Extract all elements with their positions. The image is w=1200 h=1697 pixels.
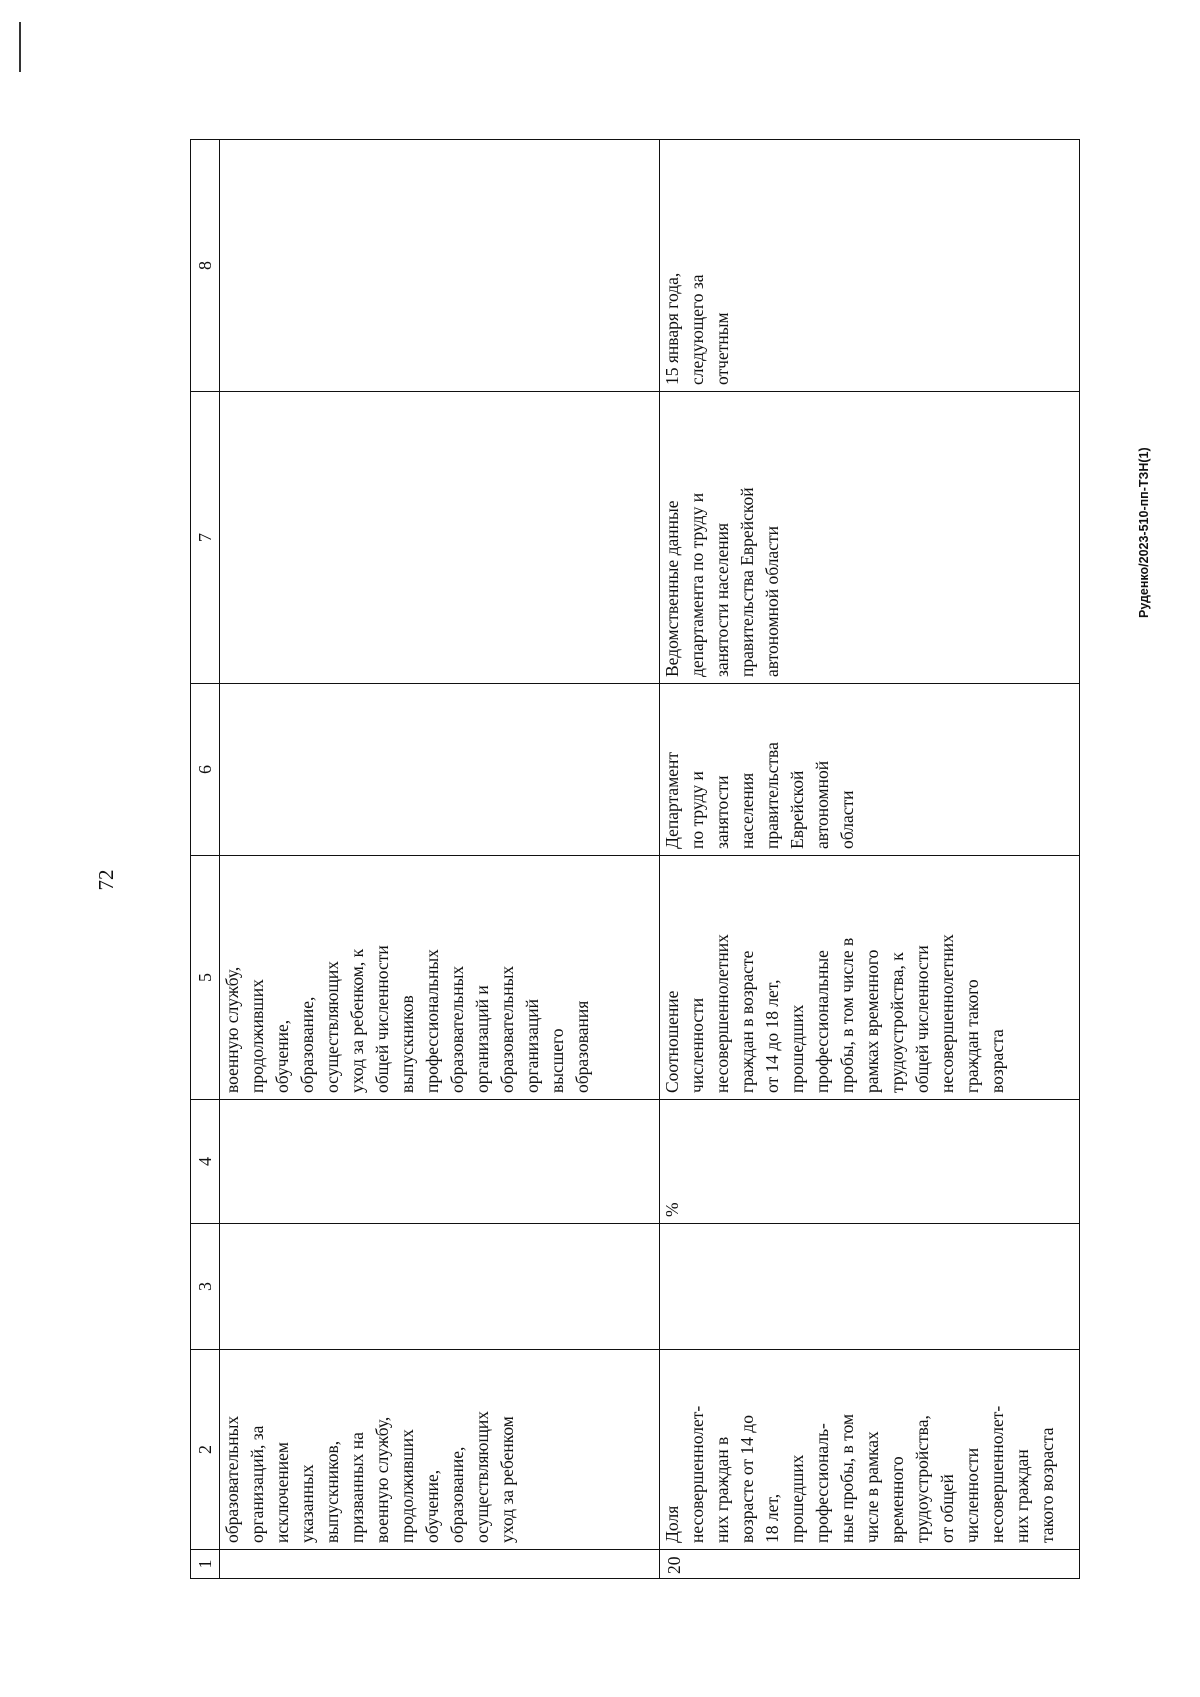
cell-text: 20 bbox=[664, 1556, 684, 1574]
cell-responsible bbox=[220, 684, 660, 856]
cell-text: военную службу, продолживших обучение, образование, осуществляющих уход за ребенком, к общей численности выпускников профессиональных образовательных организаций и образовательных организаций высшего образования bbox=[222, 945, 592, 1093]
cell-number bbox=[220, 1550, 660, 1579]
document-code: Руденко/2023-510-пп-ТЗН(1) bbox=[1137, 447, 1151, 618]
cell-responsible bbox=[660, 684, 1080, 856]
cell-deadline bbox=[220, 140, 660, 392]
header-col-3: 3 bbox=[191, 1224, 220, 1350]
table-row bbox=[220, 140, 660, 1579]
cell-number bbox=[660, 1550, 1080, 1579]
table-row bbox=[660, 140, 1080, 1579]
page-number: 72 bbox=[93, 869, 118, 891]
cell-method bbox=[660, 856, 1080, 1100]
header-col-5: 5 bbox=[191, 856, 220, 1100]
cell-method bbox=[220, 856, 660, 1100]
cell-col-3 bbox=[660, 1224, 1080, 1350]
header-col-8: 8 bbox=[191, 140, 220, 392]
cell-text: Доля несовершеннолет- них граждан в возрасте от 14 до 18 лет, прошедших профессиональ- ные пробы, в том числе в рамках временного трудоустройства, от общей численности несовершеннолет- них граждан такого возраста bbox=[662, 1405, 1057, 1543]
cell-text: Соотношение численности несовершеннолетних граждан в возрасте от 14 до 18 лет, прошедших профессиональные пробы, в том числе в рамках временного трудоустройства, к общей численности несовершеннолетних граждан такого возраста bbox=[662, 934, 1007, 1093]
cell-source bbox=[220, 392, 660, 684]
indicator-table-rotated bbox=[190, 140, 1080, 1579]
header-col-7: 7 bbox=[191, 392, 220, 684]
margin-rule bbox=[19, 22, 21, 72]
cell-deadline bbox=[660, 140, 1080, 392]
header-col-4: 4 bbox=[191, 1100, 220, 1224]
cell-indicator bbox=[220, 1350, 660, 1550]
cell-text: 15 января года, следующего за отчетным bbox=[662, 272, 732, 385]
header-col-1: 1 bbox=[191, 1550, 220, 1579]
cell-text: Ведомственные данные департамента по труду и занятости населения правительства Еврейской автономной области bbox=[662, 487, 782, 677]
cell-source bbox=[660, 392, 1080, 684]
cell-indicator bbox=[660, 1350, 1080, 1550]
cell-text: Департамент по труду и занятости населения правительства Еврейской автономной области bbox=[662, 742, 857, 849]
cell-text: % bbox=[662, 1202, 682, 1217]
cell-col-3 bbox=[220, 1224, 660, 1350]
cell-unit bbox=[660, 1100, 1080, 1224]
header-col-2: 2 bbox=[191, 1350, 220, 1550]
header-col-6: 6 bbox=[191, 684, 220, 856]
header-row bbox=[191, 140, 220, 1579]
indicator-table bbox=[190, 139, 1080, 1579]
cell-unit bbox=[220, 1100, 660, 1224]
cell-text: образовательных организаций, за исключением указанных выпускников, призванных на военную службу, продолживших обучение, образование, осуществляющих уход за ребенком bbox=[222, 1410, 517, 1543]
